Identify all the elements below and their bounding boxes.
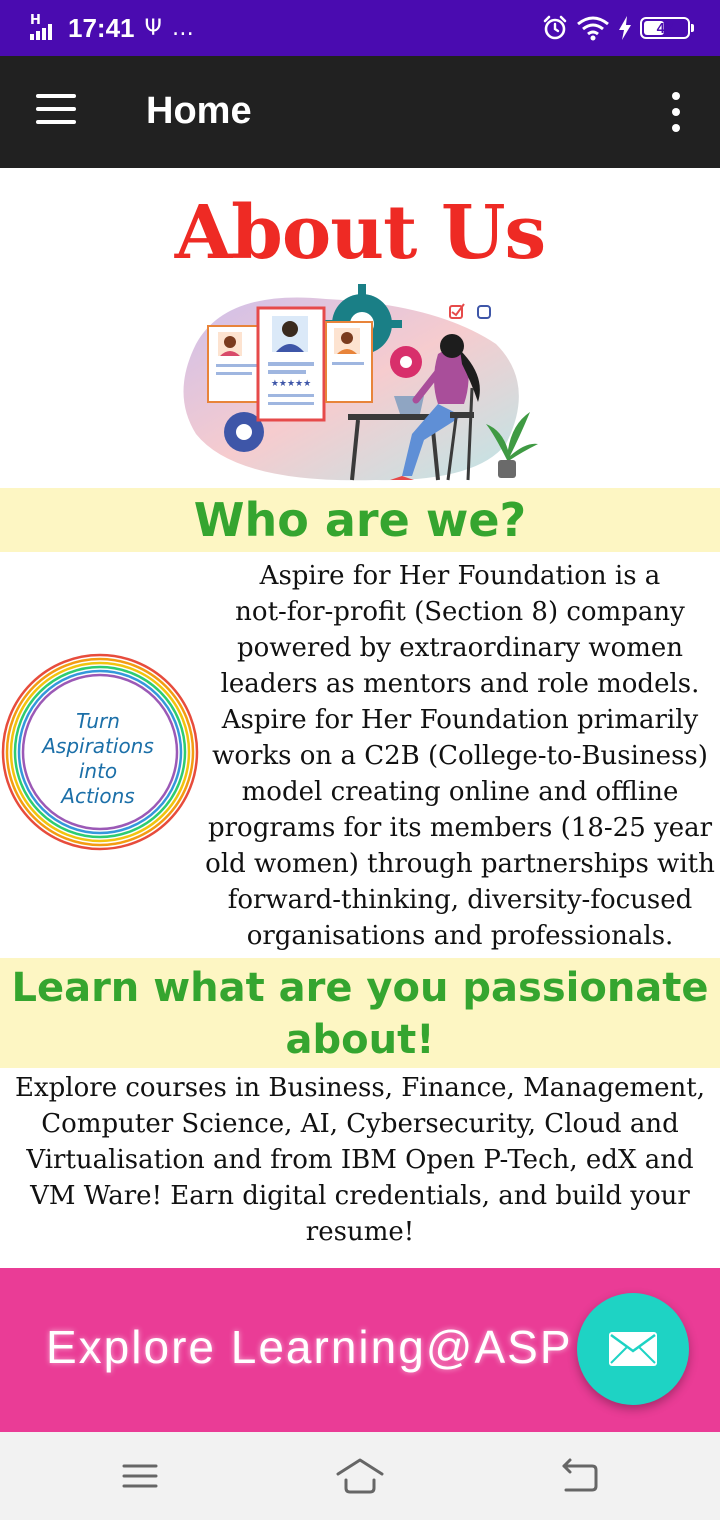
wifi-icon [576,15,610,41]
alarm-icon [542,15,568,41]
recents-icon[interactable] [116,1456,164,1496]
logo-line: into [78,759,118,783]
who-are-we-heading: Who are we? [0,488,720,552]
page-title: Home [146,90,252,132]
network-type: H [30,13,41,28]
home-icon[interactable] [336,1456,384,1496]
text-line: not-for-profit (Section 8) company [235,597,685,627]
turn-aspirations-logo [0,652,200,852]
signal-icon [30,14,58,42]
learn-heading-line: about! [285,1017,435,1063]
hamburger-menu-icon[interactable] [36,94,76,124]
text-line: Explore courses in Business, Finance, Management, [15,1073,705,1103]
usb-icon: Ψ [144,15,162,41]
status-right [542,8,690,48]
text-line: powered by extraordinary women [236,633,684,663]
logo-line: Turn [76,709,120,733]
mail-fab-button[interactable] [577,1293,689,1405]
charging-icon [618,16,632,40]
text-line: programs for its members (18-25 year [207,813,713,843]
learn-heading [0,958,720,1068]
learn-heading-line: Learn what are you passionate [11,965,709,1011]
status-left [30,8,195,48]
clock: 17:41 [68,12,135,43]
text-line: forward-thinking, diversity-focused [227,885,693,915]
about-us-heading: About Us [174,190,546,276]
text-line: old women) through partnerships with [205,849,715,879]
text-line: works on a C2B (College-to-Business) [212,741,708,771]
about-illustration [176,284,546,484]
battery-level: 47 [656,19,674,37]
text-line: Aspire for Her Foundation is a [259,561,661,591]
logo-line: Actions [61,784,135,808]
explore-learning-text: Explore Learning@ASP [46,1321,573,1373]
mail-icon [608,1331,658,1367]
text-line: Aspire for Her Foundation primarily [221,705,699,735]
more-notifications-icon: … [171,15,195,41]
text-line: resume! [305,1217,415,1247]
who-are-we-text [200,558,720,954]
battery-icon [640,17,690,39]
app-bar [0,56,720,168]
learn-text [8,1070,712,1250]
more-vert-icon[interactable] [664,92,688,132]
text-line: Virtualisation and from IBM Open P-Tech, edX and [26,1145,694,1175]
text-line: organisations and professionals. [246,921,674,951]
system-nav-bar [0,1432,720,1520]
logo-line: Aspirations [42,734,154,758]
who-are-we-section [0,552,720,958]
status-bar [0,0,720,56]
back-icon[interactable] [556,1456,604,1496]
svg-text:★★★★★: ★★★★★ [270,379,312,389]
text-line: leaders as mentors and role models. [220,669,700,699]
text-line: VM Ware! Earn digital credentials, and build your [30,1181,690,1211]
text-line: model creating online and offline [241,777,679,807]
text-line: Computer Science, AI, Cybersecurity, Cloud and [41,1109,679,1139]
